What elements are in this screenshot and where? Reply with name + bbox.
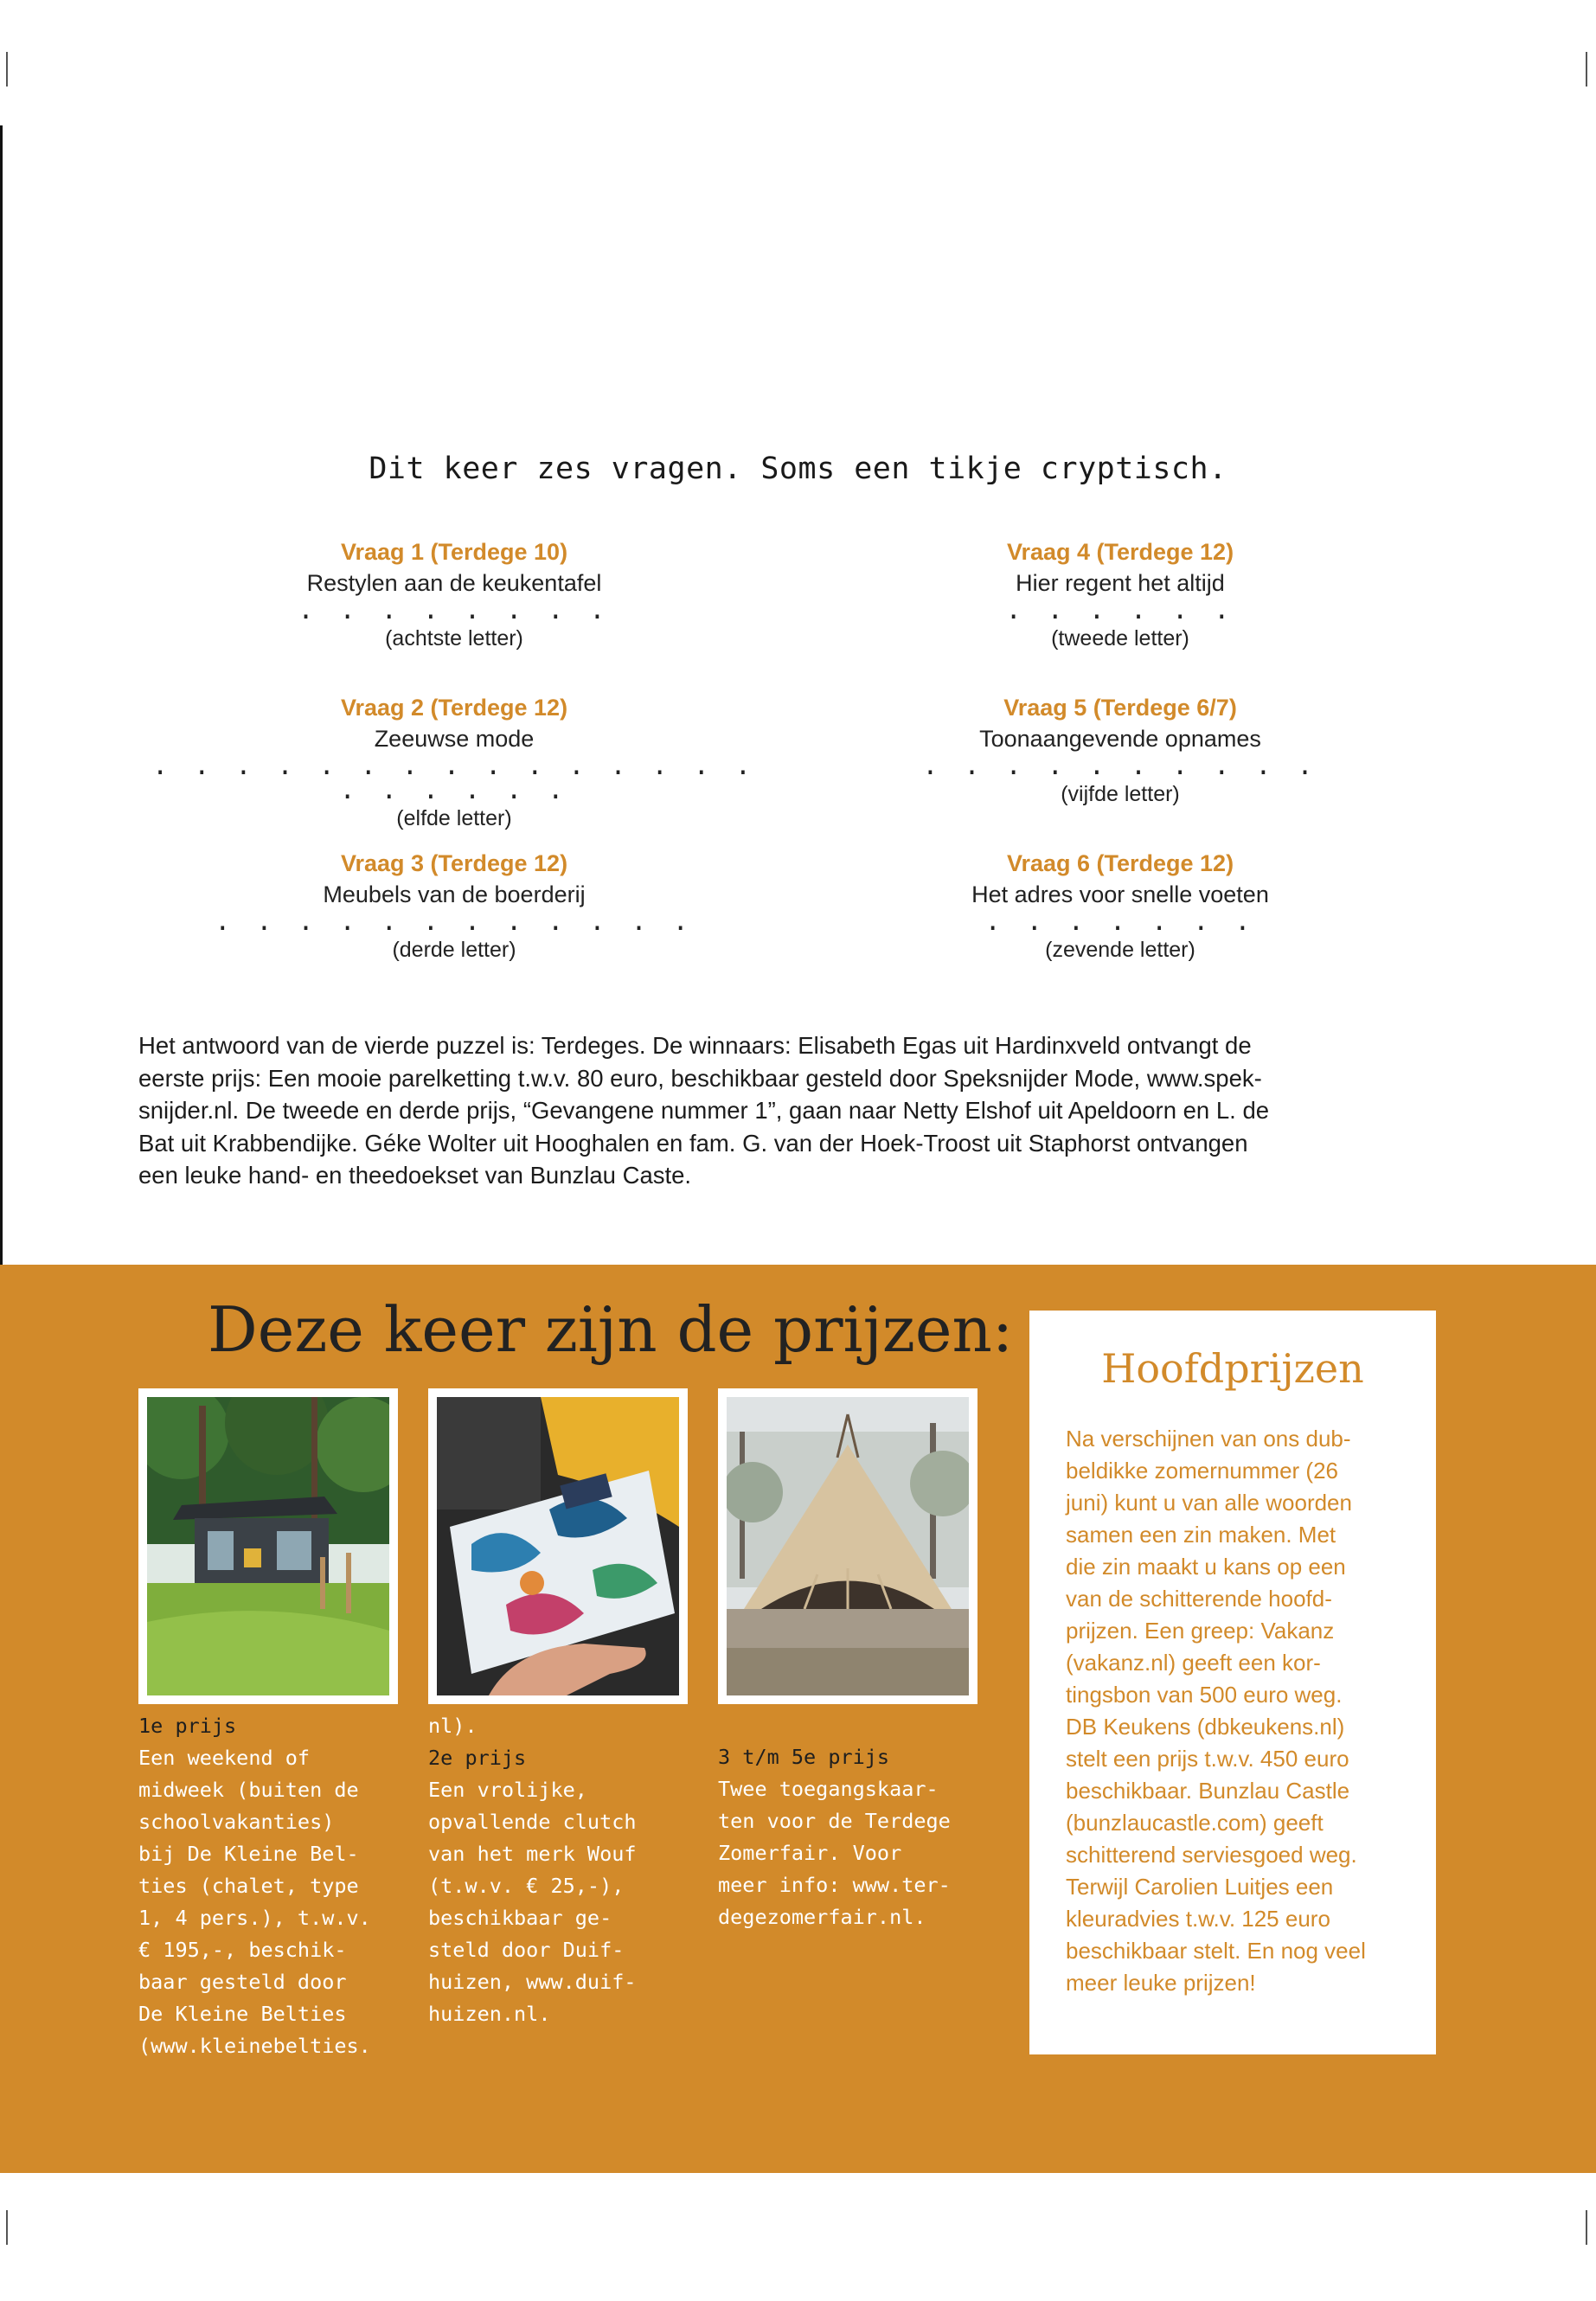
body-line: Terwijl Carolien Luitjes een xyxy=(1066,1874,1334,1900)
body-line: kleuradvies t.w.v. 125 euro xyxy=(1066,1906,1330,1932)
prize-label: 3 t/m 5e prijs xyxy=(718,1745,890,1769)
main-prizes-title: Hoofdprijzen xyxy=(1101,1345,1364,1392)
tipi-photo xyxy=(718,1388,977,1704)
answer-line: eerste prijs: Een mooie parelketting t.w.v. 80 euro, beschikbaar gesteld door Speksnijder Mode, www.spek- xyxy=(138,1064,1262,1092)
answer-line: snijder.nl. De tweede en derde prijs, “Gevangene nummer 1”, gaan naar Netty Elshof uit Apeldoorn en L. de xyxy=(138,1097,1270,1124)
answer-dots: . . . . . . . xyxy=(984,907,1256,937)
page-edge-bar xyxy=(0,125,3,1267)
body-line: Na verschijnen van ons dub- xyxy=(1066,1426,1351,1452)
answer-dots: . . . . . . . . . . . . xyxy=(215,907,694,937)
clutch-image xyxy=(437,1397,679,1695)
body-line: van de schitterende hoofd- xyxy=(1066,1586,1332,1612)
question-title: Vraag 5 (Terdege 6/7) xyxy=(1003,695,1237,721)
question-clue: Restylen aan de keukentafel xyxy=(306,570,602,596)
main-prizes-box xyxy=(1029,1311,1436,2054)
question-1 xyxy=(151,536,757,692)
question-title: Vraag 4 (Terdege 12) xyxy=(1006,539,1234,565)
letter-hint: (vijfde letter) xyxy=(1061,782,1180,806)
questions-right-column xyxy=(817,536,1423,1003)
question-clue: Zeeuwse mode xyxy=(374,726,535,752)
letter-hint: (elfde letter) xyxy=(396,806,512,830)
answer-dots: . . . . . . . . xyxy=(298,595,611,625)
prize-line: baar gesteld door xyxy=(138,1970,347,1994)
question-clue: Hier regent het altijd xyxy=(1016,570,1225,596)
prize-line: van het merk Wouf xyxy=(428,1842,637,1866)
prize-line: Zomerfair. Voor xyxy=(718,1841,902,1865)
previous-answer-paragraph xyxy=(138,1029,1375,1192)
crop-mark-top-left xyxy=(6,52,8,87)
prize-line: (www.kleinebelties. xyxy=(138,2034,371,2058)
chalet-photo xyxy=(138,1388,398,1704)
prize-label: 2e prijs xyxy=(428,1746,527,1770)
tipi-image xyxy=(727,1397,969,1695)
prize-line: Twee toegangskaar- xyxy=(718,1777,939,1801)
body-line: (bunzlaucastle.com) geeft xyxy=(1066,1810,1324,1836)
question-title: Vraag 2 (Terdege 12) xyxy=(340,695,568,721)
body-line: beschikbaar. Bunzlau Castle xyxy=(1066,1778,1350,1804)
crop-mark-top-right xyxy=(1586,52,1587,87)
body-line: meer leuke prijzen! xyxy=(1066,1970,1256,1996)
chalet-image xyxy=(147,1397,389,1695)
prize-2-text xyxy=(428,1710,705,2030)
prize-line: bij De Kleine Bel- xyxy=(138,1842,359,1866)
question-clue: Het adres voor snelle voeten xyxy=(971,881,1269,907)
prize-line: 1, 4 pers.), t.w.v. xyxy=(138,1906,371,1930)
answer-dots: . . . . . . xyxy=(1005,595,1235,625)
question-6 xyxy=(817,848,1423,1003)
answer-line: een leuke hand- en theedoekset van Bunzlau Caste. xyxy=(138,1162,692,1189)
question-title: Vraag 6 (Terdege 12) xyxy=(1006,850,1234,876)
body-line: die zin maakt u kans op een xyxy=(1066,1554,1346,1580)
body-line: beldikke zomernummer (26 xyxy=(1066,1458,1339,1484)
prize-line: opvallende clutch xyxy=(428,1810,637,1834)
main-prizes-body xyxy=(1066,1423,1412,1999)
prize-label: 1e prijs xyxy=(138,1714,237,1738)
letter-hint: (tweede letter) xyxy=(1051,626,1189,651)
prize-line: midweek (buiten de xyxy=(138,1778,359,1802)
questions-left-column xyxy=(151,536,757,1003)
prize-line: nl). xyxy=(428,1714,478,1738)
prize-line: Een weekend of xyxy=(138,1746,311,1770)
prize-line: ties (chalet, type xyxy=(138,1874,359,1898)
prize-3-text xyxy=(718,1741,995,1933)
question-title: Vraag 1 (Terdege 10) xyxy=(340,539,568,565)
body-line: tingsbon van 500 euro weg. xyxy=(1066,1682,1343,1708)
question-title: Vraag 3 (Terdege 12) xyxy=(340,850,568,876)
letter-hint: (achtste letter) xyxy=(385,626,523,651)
prize-line: huizen.nl. xyxy=(428,2002,551,2026)
question-5 xyxy=(817,692,1423,848)
prizes-heading: Deze keer zijn de prijzen: xyxy=(208,1293,1014,1366)
body-line: beschikbaar stelt. En nog veel xyxy=(1066,1938,1366,1964)
answer-dots: . . . . . . . . . . . . . . . . . . . . . xyxy=(152,751,756,805)
question-2 xyxy=(151,692,757,848)
crop-mark-bottom-left xyxy=(6,2210,8,2245)
body-line: prijzen. Een greep: Vakanz xyxy=(1066,1618,1335,1644)
answer-line: Het antwoord van de vierde puzzel is: Terdeges. De winnaars: Elisabeth Egas uit Hardinxveld ontvangt de xyxy=(138,1032,1252,1059)
question-4 xyxy=(817,536,1423,692)
prize-line: € 195,-, beschik- xyxy=(138,1938,347,1962)
prize-line: ten voor de Terdege xyxy=(718,1809,951,1833)
body-line: (vakanz.nl) geeft een kor- xyxy=(1066,1650,1321,1676)
answer-dots: . . . . . . . . . . xyxy=(922,751,1318,781)
question-3 xyxy=(151,848,757,1003)
question-clue: Toonaangevende opnames xyxy=(979,726,1261,752)
crop-mark-bottom-right xyxy=(1586,2210,1587,2245)
prize-line: huizen, www.duif- xyxy=(428,1970,637,1994)
body-line: DB Keukens (dbkeukens.nl) xyxy=(1066,1714,1345,1740)
prize-line: Een vrolijke, xyxy=(428,1778,587,1802)
body-line: juni) kunt u van alle woorden xyxy=(1066,1490,1352,1516)
prize-line: schoolvakanties) xyxy=(138,1810,335,1834)
prize-line: meer info: www.ter- xyxy=(718,1873,951,1897)
clutch-photo xyxy=(428,1388,688,1704)
prize-line: De Kleine Belties xyxy=(138,2002,347,2026)
answer-line: Bat uit Krabbendijke. Géke Wolter uit Hooghalen en fam. G. van der Hoek-Troost uit Staphorst ontvangen xyxy=(138,1129,1248,1157)
prize-line: steld door Duif- xyxy=(428,1938,625,1962)
letter-hint: (zevende letter) xyxy=(1045,938,1195,962)
question-clue: Meubels van de boerderij xyxy=(323,881,586,907)
letter-hint: (derde letter) xyxy=(392,938,516,962)
prize-line: degezomerfair.nl. xyxy=(718,1905,926,1929)
body-line: schitterend serviesgoed weg. xyxy=(1066,1842,1357,1868)
prize-1-text xyxy=(138,1710,415,2062)
prize-line: (t.w.v. € 25,-), xyxy=(428,1874,625,1898)
puzzle-intro: Dit keer zes vragen. Soms een tikje cryptisch. xyxy=(369,452,1227,486)
body-line: stelt een prijs t.w.v. 450 euro xyxy=(1066,1746,1349,1772)
prize-line: beschikbaar ge- xyxy=(428,1906,612,1930)
body-line: samen een zin maken. Met xyxy=(1066,1522,1336,1548)
